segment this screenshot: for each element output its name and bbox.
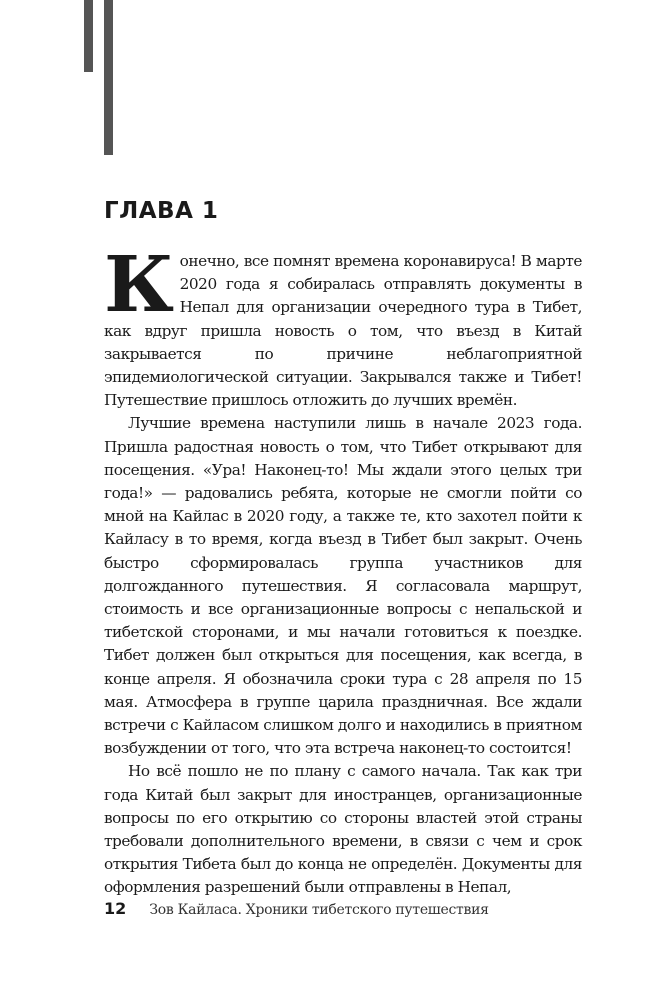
- paragraph-2: Лучшие времена наступили лишь в начале 2023 года. Пришла радостная новость о том, что Тибет открывают для посещения. «Ура! Наконец-то! Мы ждали этого целых три года!» — радовались ребята, которые не смогли пойти со мной на Кайлас в 2020 году, а также те, кто захотел пойти к Кайласу в то время, когда въезд в Тибет был закрыт. Очень быстро сформировалась группа участников для долгожданного путешествия. Я согласовала маршрут, стоимость и все организационные вопросы с непальской и тибетской сторонами, и мы начали готовиться к поездке. Тибет должен был открыться для посещения, как всегда, в конце апреля. Я обозначила сроки тура с 28 апреля по 15 мая. Атмосфера в группе царила праздничная. Все ждали встречи с Кайласом слишком долго и находились в приятном возбуждении от того, что эта встреча наконец-то состоится!: [104, 414, 582, 758]
- decorative-bar-left: [84, 0, 93, 72]
- paragraph-1-text: онечно, все помнят времена коронавируса! В марте 2020 года я собиралась отправлять документы в Непал для организации очередного тура в Тибет, как вдруг пришла новость о том, что въезд в Китай закрывается по причине неблагоприятной эпидемиологической ситуации. Закрывался также и Тибет! Путешествие пришлось отложить до лучших времён.: [104, 252, 582, 410]
- paragraph-3: Но всё пошло не по плану с самого начала. Так как три года Китай был закрыт для иностранцев, организационные вопросы по его открытию со стороны властей этой страны требовали дополнительного времени, в связи с чем и срок открытия Тибета был до конца не определён. Документы для оформления разрешений были отправлены в Непал,: [104, 762, 582, 897]
- paragraph-1: [104, 240, 582, 412]
- decorative-bar-right: [104, 0, 113, 155]
- running-title: Зов Кайласа. Хроники тибетского путешествия: [149, 902, 489, 918]
- page-number: 12: [104, 899, 127, 918]
- chapter-title: ГЛАВА 1: [104, 198, 219, 224]
- page-footer: [104, 899, 584, 918]
- drop-cap: К: [104, 240, 174, 330]
- body-text: [104, 240, 582, 900]
